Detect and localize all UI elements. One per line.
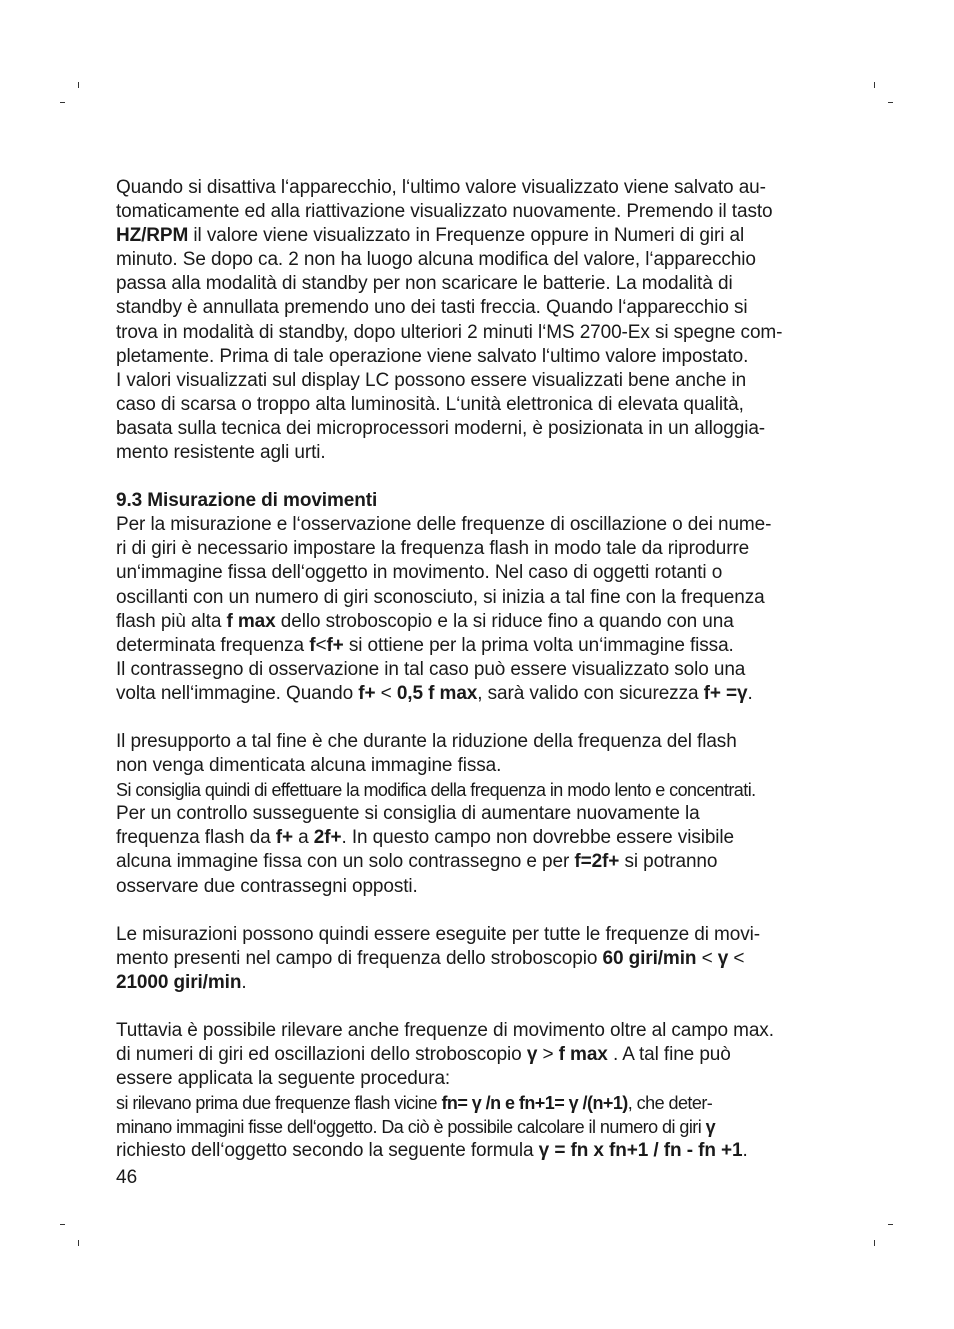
paragraph-standby: [116, 176, 846, 465]
page-number: 46: [116, 1167, 138, 1188]
text-line: frequenza flash da f+ a 2f+. In questo campo non dovrebbe essere visibile: [116, 827, 735, 849]
text-line: HZ/RPM il valore viene visualizzato in Frequenze oppure in Numeri di giri al: [116, 225, 745, 247]
text-line: Le misurazioni possono quindi essere eseguite per tutte le frequenze di movi-: [116, 923, 760, 945]
crop-mark: [60, 1224, 65, 1225]
text-line: determinata frequenza f<f+ si ottiene per la prima volta un‘immagine fissa.: [116, 634, 734, 656]
text-line: 21000 giri/min.: [116, 971, 247, 993]
text-line: un‘immagine fissa dell‘oggetto in movimento. Nel caso di oggetti rotanti o: [116, 562, 723, 584]
text-line: trova in modalità di standby, dopo ulteriori 2 minuti l‘MS 2700-Ex si spegne com-: [116, 321, 783, 343]
text-line: Per la misurazione e l‘osservazione delle frequenze di oscillazione o dei nume-: [116, 514, 772, 536]
text-line: caso di scarsa o troppo alta luminosità. L‘unità elettronica di elevata qualità,: [116, 393, 744, 415]
crop-mark: [78, 1240, 79, 1246]
text-line: standby è annullata premendo uno dei tasti freccia. Quando l‘apparecchio si: [116, 297, 748, 319]
text-line: ri di giri è necessario impostare la frequenza flash in modo tale da riprodurre: [116, 538, 750, 560]
text-line: richiesto dell‘oggetto secondo la seguente formula γ = fn x fn+1 / fn - fn +1.: [116, 1140, 748, 1162]
paragraph-range: [116, 923, 846, 995]
body-text: [116, 176, 846, 1163]
text-line: tomaticamente ed alla riattivazione visualizzato nuovamente. Premendo il tasto: [116, 201, 773, 223]
section-heading: 9.3 Misurazione di movimenti: [116, 490, 378, 512]
text-line: essere applicata la seguente procedura:: [116, 1068, 451, 1090]
crop-mark: [874, 82, 875, 88]
text-line: Quando si disattiva l‘apparecchio, l‘ultimo valore visualizzato viene salvato au-: [116, 177, 766, 198]
text-line: non venga dimenticata alcuna immagine fissa.: [116, 755, 502, 777]
text-line: volta nell‘immagine. Quando f+ < 0,5 f max, sarà valido con sicurezza f+ =γ.: [116, 682, 753, 704]
text-line: alcuna immagine fissa con un solo contrassegno e per f=2f+ si potranno: [116, 851, 718, 873]
text-line: mento presenti nel campo di frequenza dello stroboscopio 60 giri/min < γ <: [116, 947, 745, 969]
text-line: passa alla modalità di standby per non scaricare le batterie. La modalità di: [116, 273, 733, 295]
text-line: Il presupporto a tal fine è che durante la riduzione della frequenza del flash: [116, 730, 737, 752]
text-line: flash più alta f max dello stroboscopio e la si riduce fino a quando con una: [116, 610, 734, 632]
text-line: si rilevano prima due frequenze flash vicine fn= γ /n e fn+1= γ /(n+1), che deter-: [116, 1093, 713, 1114]
text-line: basata sulla tecnica dei microprocessori moderni, è posizionata in un alloggia-: [116, 417, 766, 439]
text-line: minuto. Se dopo ca. 2 non ha luogo alcuna modifica del valore, l‘apparecchio: [116, 249, 756, 271]
text-line: Tuttavia è possibile rilevare anche frequenze di movimento oltre al campo max.: [116, 1019, 774, 1041]
paragraph-requirement: [116, 730, 846, 899]
section-measurement: [116, 489, 846, 706]
crop-mark: [60, 102, 65, 103]
text-line: Il contrassegno di osservazione in tal caso può essere visualizzato solo una: [116, 658, 746, 680]
crop-mark: [888, 102, 893, 103]
text-line: pletamente. Prima di tale operazione viene salvato l‘ultimo valore impostato.: [116, 345, 749, 367]
text-line: Si consiglia quindi di effettuare la modifica della frequenza in modo lento e concentrati.: [116, 780, 756, 801]
crop-mark: [888, 1224, 893, 1225]
text-line: oscillanti con un numero di giri sconosciuto, si inizia a tal fine con la frequenza: [116, 586, 765, 608]
text-line: mento resistente agli urti.: [116, 442, 326, 464]
crop-mark: [78, 82, 79, 88]
text-line: minano immagini fisse dell‘oggetto. Da ciò è possibile calcolare il numero di giri γ: [116, 1117, 716, 1138]
text-line: osservare due contrassegni opposti.: [116, 875, 418, 897]
text-line: I valori visualizzati sul display LC possono essere visualizzati bene anche in: [116, 369, 747, 391]
text-line: di numeri di giri ed oscillazioni dello stroboscopio γ > f max . A tal fine può: [116, 1044, 731, 1065]
text-line: Per un controllo susseguente si consiglia di aumentare nuovamente la: [116, 803, 700, 825]
crop-mark: [874, 1240, 875, 1246]
paragraph-procedure: [116, 1019, 846, 1164]
